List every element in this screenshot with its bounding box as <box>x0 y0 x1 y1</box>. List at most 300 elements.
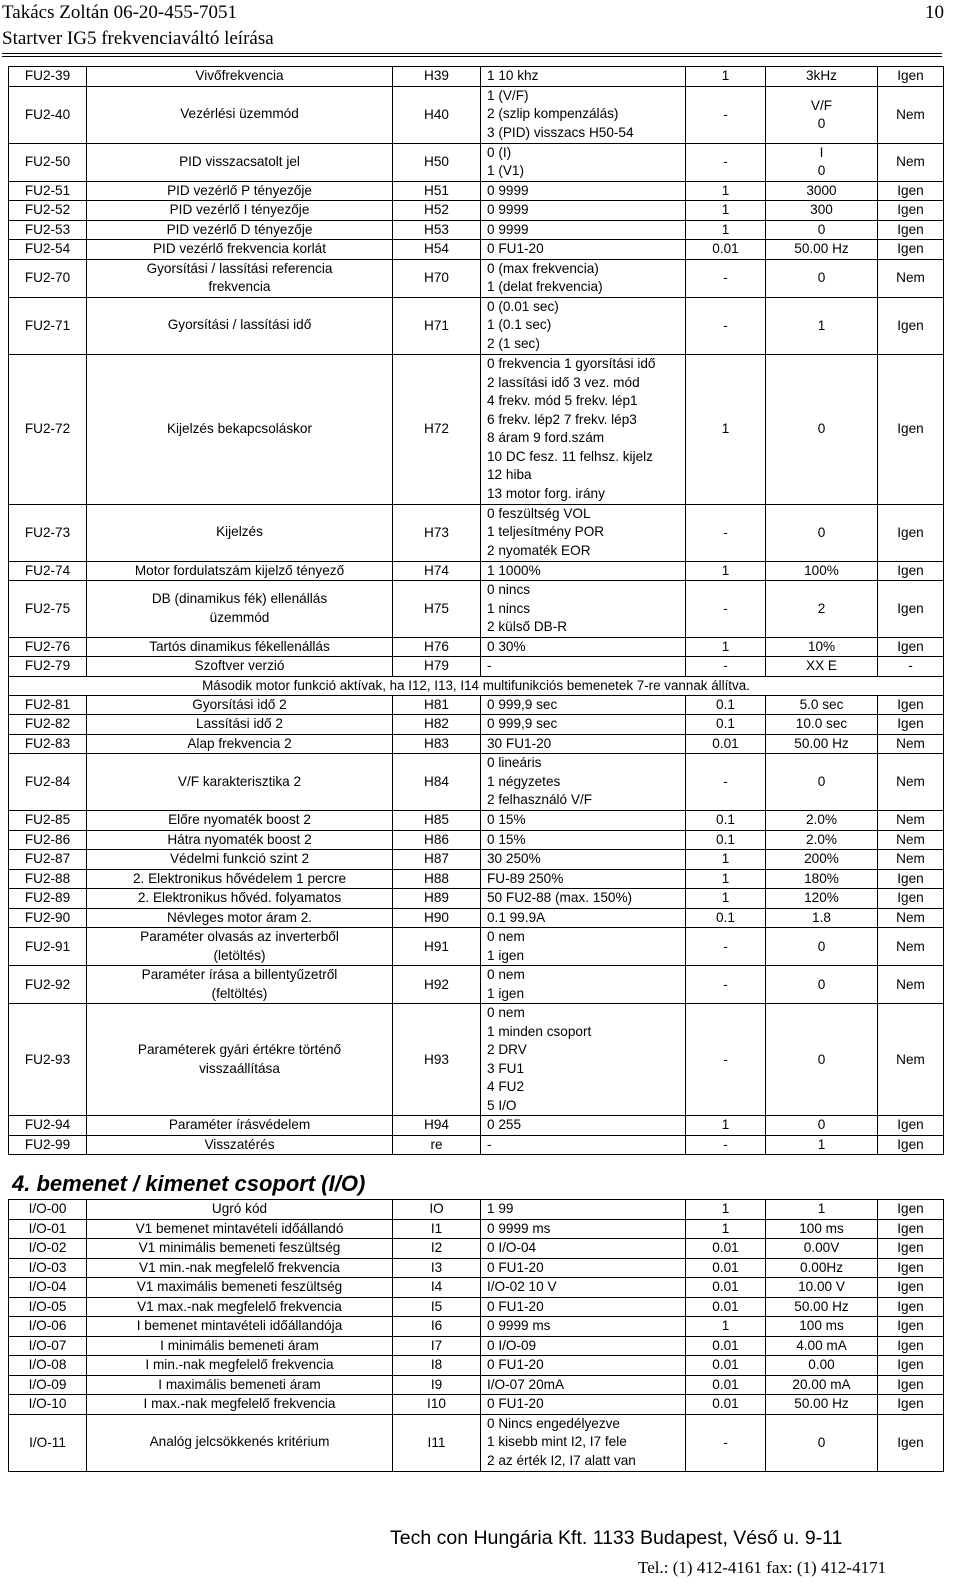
param-description <box>87 561 393 581</box>
param-description <box>87 850 393 870</box>
param-code: I/O-07 <box>9 1336 87 1356</box>
param-h-code: H91 <box>393 928 481 966</box>
param-default: 0.00Hz <box>766 1258 878 1278</box>
param-code: I/O-04 <box>9 1278 87 1298</box>
param-range <box>481 928 686 966</box>
param-description <box>87 637 393 657</box>
param-range-line: 0 (max frekvencia) <box>487 260 599 276</box>
param-range-line: 0 255 <box>487 1117 522 1132</box>
param-step: - <box>686 1414 766 1471</box>
param-h-code: H92 <box>393 966 481 1004</box>
table-row <box>9 869 944 889</box>
param-range <box>481 1116 686 1136</box>
param-h-code: H87 <box>393 850 481 870</box>
param-description-line: Vezérlési üzemmód <box>180 106 299 122</box>
param-changeable: Igen <box>878 1200 944 1220</box>
param-range-line: 2 külső DB-R <box>487 619 568 634</box>
param-range-line: 2 az érték I2, I7 alatt van <box>487 1452 636 1468</box>
param-default: 0 <box>766 1414 878 1471</box>
param-changeable: Igen <box>878 1414 944 1471</box>
param-code: FU2-99 <box>9 1135 87 1155</box>
param-description-line: Hátra nyomaték boost 2 <box>167 831 312 847</box>
param-range <box>481 297 686 354</box>
param-changeable: Nem <box>878 908 944 928</box>
param-h-code: I8 <box>393 1356 481 1376</box>
param-default: 0 <box>766 928 878 966</box>
param-h-code: I1 <box>393 1219 481 1239</box>
param-code: FU2-52 <box>9 201 87 221</box>
param-description <box>87 830 393 850</box>
param-default: 2 <box>766 581 878 638</box>
param-description-line: PID vezérlő P tényezője <box>167 182 312 198</box>
param-changeable: Nem <box>878 830 944 850</box>
param-code: FU2-70 <box>9 259 87 297</box>
param-code: FU2-74 <box>9 561 87 581</box>
param-default: 0 <box>766 220 878 240</box>
param-changeable: Nem <box>878 754 944 811</box>
param-range-line: 0 Nincs engedélyezve <box>487 1415 620 1431</box>
param-range <box>481 869 686 889</box>
param-range-line: 1 igen <box>487 985 525 1001</box>
param-range-line: 0 FU1-20 <box>487 1357 544 1372</box>
param-default: V/F 0 <box>766 86 878 143</box>
param-default: 0 <box>766 259 878 297</box>
table-row <box>9 928 944 966</box>
param-range-line: 1 kisebb mint I2, I7 fele <box>487 1434 627 1450</box>
param-h-code: H51 <box>393 181 481 201</box>
param-default: 10.00 V <box>766 1278 878 1298</box>
param-range-line: 0 FU1-20 <box>487 241 544 256</box>
param-description-line: V1 maximális bemeneti feszültség <box>136 1279 343 1294</box>
param-description <box>87 966 393 1004</box>
param-range-line: 1 (0.1 sec) <box>487 317 552 333</box>
param-code: FU2-90 <box>9 908 87 928</box>
param-description-line: Kijelzés <box>216 524 263 540</box>
param-range <box>481 581 686 638</box>
param-code: FU2-75 <box>9 581 87 638</box>
param-h-code: I6 <box>393 1317 481 1337</box>
param-description-line: Kijelzés bekapcsoláskor <box>166 420 313 436</box>
param-default: 4.00 mA <box>766 1336 878 1356</box>
param-h-code: H90 <box>393 908 481 928</box>
param-h-code: H85 <box>393 811 481 831</box>
table-row <box>9 1414 944 1471</box>
param-description-line: I maximális bemeneti áram <box>158 1376 321 1392</box>
param-h-code: IO <box>393 1200 481 1220</box>
table-row <box>9 67 944 87</box>
param-range-line: 30 FU1-20 <box>487 735 552 751</box>
param-changeable: Igen <box>878 504 944 561</box>
param-h-code: H70 <box>393 259 481 297</box>
table-row <box>9 1356 944 1376</box>
param-h-code: H82 <box>393 715 481 735</box>
param-code: FU2-54 <box>9 240 87 260</box>
param-h-code: H84 <box>393 754 481 811</box>
param-range-line: 0 nem <box>487 967 525 982</box>
param-description-line: Névleges motor áram 2. <box>166 909 313 925</box>
param-code: FU2-84 <box>9 754 87 811</box>
table-row <box>9 676 944 695</box>
param-range-line: 1 (delat frekvencia) <box>487 279 603 294</box>
param-step: 1 <box>686 869 766 889</box>
param-code: FU2-72 <box>9 354 87 504</box>
param-description-line: Védelmi funkció szint 2 <box>169 851 310 866</box>
param-range-line: 1 minden csoport <box>487 1023 592 1039</box>
param-description-line: Alap frekvencia 2 <box>187 735 292 751</box>
param-step: 0.01 <box>686 1278 766 1298</box>
param-range <box>481 86 686 143</box>
param-default: 1 <box>766 1200 878 1220</box>
param-description-line: Analóg jelcsökkenés kritérium <box>149 1434 330 1450</box>
param-code: FU2-88 <box>9 869 87 889</box>
param-step: - <box>686 297 766 354</box>
param-step: - <box>686 1135 766 1155</box>
param-changeable: Igen <box>878 1258 944 1278</box>
param-description-line: I max.-nak megfelelő frekvencia <box>143 1396 336 1411</box>
param-range-line: 0 I/O-09 <box>487 1337 537 1353</box>
param-description <box>87 1356 393 1376</box>
param-code: FU2-86 <box>9 830 87 850</box>
param-changeable: Igen <box>878 581 944 638</box>
param-range-line: - <box>487 658 492 673</box>
param-description-line: Ugró kód <box>211 1201 268 1216</box>
param-step: 1 <box>686 1219 766 1239</box>
param-code: FU2-85 <box>9 811 87 831</box>
page-number: 10 <box>925 2 944 23</box>
param-default: 100 ms <box>766 1219 878 1239</box>
param-step: 1 <box>686 181 766 201</box>
parameter-table-fu2 <box>8 66 944 1155</box>
param-default: 0 <box>766 754 878 811</box>
param-h-code: H94 <box>393 1116 481 1136</box>
param-changeable: Igen <box>878 297 944 354</box>
param-changeable: Igen <box>878 201 944 221</box>
table-row <box>9 1135 944 1155</box>
param-step: 1 <box>686 67 766 87</box>
param-description <box>87 86 393 143</box>
table-row <box>9 1317 944 1337</box>
param-range-line: 1 (V1) <box>487 163 525 178</box>
param-description <box>87 1317 393 1337</box>
param-description-line: Visszatérés <box>204 1136 275 1152</box>
table-row <box>9 1278 944 1298</box>
param-default: 20.00 mA <box>766 1375 878 1395</box>
param-range <box>481 143 686 181</box>
param-step: 1 <box>686 637 766 657</box>
param-code: I/O-01 <box>9 1219 87 1239</box>
param-changeable: Igen <box>878 1356 944 1376</box>
param-range <box>481 561 686 581</box>
param-range-line: 2 lassítási idő 3 vez. mód <box>487 374 640 390</box>
param-h-code: H73 <box>393 504 481 561</box>
param-description <box>87 259 393 297</box>
param-h-code: I2 <box>393 1239 481 1259</box>
param-description-line: (letöltés) <box>213 947 266 963</box>
param-description <box>87 1116 393 1136</box>
param-h-code: H93 <box>393 1004 481 1116</box>
param-description <box>87 1278 393 1298</box>
param-description <box>87 889 393 909</box>
param-range <box>481 1278 686 1298</box>
param-range <box>481 889 686 909</box>
param-changeable: Igen <box>878 240 944 260</box>
header-author: Takács Zoltán 06-20-455-7051 <box>2 2 238 23</box>
table-row <box>9 240 944 260</box>
param-step: 0.01 <box>686 1239 766 1259</box>
param-description-line: PID vezérlő frekvencia korlát <box>152 241 326 256</box>
param-range <box>481 1135 686 1155</box>
param-range <box>481 830 686 850</box>
param-range-line: 1 nincs <box>487 600 531 616</box>
param-range-line: 0 (I) <box>487 144 512 160</box>
param-description-line: Vivőfrekvencia <box>195 68 284 83</box>
param-range <box>481 1219 686 1239</box>
param-code: FU2-94 <box>9 1116 87 1136</box>
param-range-line: 1 99 <box>487 1201 514 1216</box>
param-code: FU2-40 <box>9 86 87 143</box>
param-range <box>481 657 686 677</box>
param-range-line: 10 DC fesz. 11 felhsz. kijelz <box>487 448 653 464</box>
table-row <box>9 637 944 657</box>
param-range-line: 0 999,9 sec <box>487 696 558 712</box>
param-h-code: H74 <box>393 561 481 581</box>
param-changeable: Igen <box>878 220 944 240</box>
param-default: 3000 <box>766 181 878 201</box>
param-range <box>481 850 686 870</box>
param-h-code: H83 <box>393 734 481 754</box>
param-changeable: Nem <box>878 811 944 831</box>
param-changeable: Igen <box>878 1317 944 1337</box>
param-description <box>87 504 393 561</box>
param-h-code: H76 <box>393 637 481 657</box>
param-changeable: Igen <box>878 889 944 909</box>
table-row <box>9 734 944 754</box>
table-row <box>9 1200 944 1220</box>
param-range-line: 0 15% <box>487 812 526 827</box>
table-row <box>9 181 944 201</box>
param-description-line: visszaállítása <box>199 1060 280 1076</box>
param-description-line: Szoftver verzió <box>194 658 285 673</box>
table-row <box>9 1375 944 1395</box>
param-h-code: H89 <box>393 889 481 909</box>
param-range-line: 0 15% <box>487 831 526 847</box>
param-code: I/O-00 <box>9 1200 87 1220</box>
param-code: FU2-39 <box>9 67 87 87</box>
param-step: 1 <box>686 220 766 240</box>
param-description <box>87 297 393 354</box>
param-description <box>87 1004 393 1116</box>
parameter-table-io <box>8 1199 944 1472</box>
param-h-code: I4 <box>393 1278 481 1298</box>
param-changeable: Nem <box>878 966 944 1004</box>
param-default: 300 <box>766 201 878 221</box>
param-range-line: 0 FU1-20 <box>487 1259 544 1275</box>
table-row <box>9 1336 944 1356</box>
param-range-line: 4 frekv. mód 5 frekv. lép1 <box>487 393 638 408</box>
param-description-line: Tartós dinamikus fékellenállás <box>149 638 330 654</box>
param-default: 180% <box>766 869 878 889</box>
param-description-line: 2. Elektronikus hővédelem 1 percre <box>132 870 347 886</box>
param-description <box>87 1395 393 1415</box>
param-step: 1 <box>686 354 766 504</box>
param-range <box>481 220 686 240</box>
param-range <box>481 754 686 811</box>
param-range-line: 1 négyzetes <box>487 773 561 789</box>
param-range-line: 0 feszültség VOL <box>487 505 591 521</box>
param-range-line: 8 áram 9 ford.szám <box>487 430 605 445</box>
table-row <box>9 259 944 297</box>
table-row <box>9 1258 944 1278</box>
param-step: 0.01 <box>686 734 766 754</box>
param-step: 0.01 <box>686 1395 766 1415</box>
param-description <box>87 1200 393 1220</box>
param-description-line: 2. Elektronikus hővéd. folyamatos <box>137 890 342 905</box>
param-step: 0.1 <box>686 695 766 715</box>
param-step: 0.01 <box>686 240 766 260</box>
param-h-code: H79 <box>393 657 481 677</box>
param-changeable: Nem <box>878 850 944 870</box>
param-changeable: Igen <box>878 637 944 657</box>
param-step: - <box>686 754 766 811</box>
param-code: FU2-91 <box>9 928 87 966</box>
param-changeable: - <box>878 657 944 677</box>
param-h-code: H53 <box>393 220 481 240</box>
param-description-line: Gyorsítási / lassítási referencia <box>146 260 333 276</box>
param-description-line: Gyorsítási / lassítási idő <box>167 317 312 333</box>
param-range <box>481 1200 686 1220</box>
param-range <box>481 811 686 831</box>
param-range-line: 12 hiba <box>487 467 532 482</box>
param-range-line: 1 igen <box>487 947 525 963</box>
param-range-line: 3 (PID) visszacs H50-54 <box>487 124 634 140</box>
table-row <box>9 754 944 811</box>
footer-contact: Tel.: (1) 412-4161 fax: (1) 412-4171 <box>638 1558 887 1577</box>
param-range-line: 1 teljesítmény POR <box>487 524 605 540</box>
param-description-line: V1 min.-nak megfelelő frekvencia <box>139 1259 340 1275</box>
param-code: FU2-76 <box>9 637 87 657</box>
param-description-line: üzemmód <box>209 609 270 625</box>
param-range <box>481 1395 686 1415</box>
param-changeable: Igen <box>878 1135 944 1155</box>
param-default: 100 ms <box>766 1317 878 1337</box>
param-changeable: Igen <box>878 1219 944 1239</box>
header-title: Startver IG5 frekvenciaváltó leírása <box>2 28 274 49</box>
param-range-line: - <box>487 1136 492 1152</box>
param-range-line: 0 nem <box>487 929 525 944</box>
param-range-line: 0 nincs <box>487 582 531 597</box>
table-row <box>9 1116 944 1136</box>
table-row <box>9 966 944 1004</box>
table-row <box>9 811 944 831</box>
param-range-line: 0 30% <box>487 638 526 654</box>
table-row <box>9 561 944 581</box>
param-code: I/O-09 <box>9 1375 87 1395</box>
param-default: 0 <box>766 1116 878 1136</box>
param-h-code: H39 <box>393 67 481 87</box>
param-range <box>481 67 686 87</box>
param-code: I/O-10 <box>9 1395 87 1415</box>
param-description-line: Paraméter olvasás az inverterből <box>140 929 339 944</box>
param-default: 0.00V <box>766 1239 878 1259</box>
param-range <box>481 1297 686 1317</box>
param-default: 100% <box>766 561 878 581</box>
param-range-line: I/O-07 20mA <box>487 1376 565 1392</box>
param-default: 50.00 Hz <box>766 240 878 260</box>
param-range <box>481 1336 686 1356</box>
param-changeable: Nem <box>878 86 944 143</box>
param-step: 1 <box>686 850 766 870</box>
param-description <box>87 181 393 201</box>
footer-company: Tech con Hungária Kft. 1133 Budapest, Véső u. 9-11 <box>390 1527 843 1549</box>
param-range-line: 0 FU1-20 <box>487 1298 544 1314</box>
param-changeable: Igen <box>878 354 944 504</box>
param-changeable: Igen <box>878 1239 944 1259</box>
param-h-code: H72 <box>393 354 481 504</box>
param-code: FU2-50 <box>9 143 87 181</box>
param-changeable: Igen <box>878 1395 944 1415</box>
param-h-code: H71 <box>393 297 481 354</box>
param-description <box>87 67 393 87</box>
param-description <box>87 581 393 638</box>
param-default: 50.00 Hz <box>766 1297 878 1317</box>
param-range-line: FU-89 250% <box>487 870 564 886</box>
table-row <box>9 86 944 143</box>
param-step: 1 <box>686 889 766 909</box>
param-description-line: I min.-nak megfelelő frekvencia <box>145 1357 334 1372</box>
param-step: - <box>686 259 766 297</box>
param-h-code: H75 <box>393 581 481 638</box>
param-step: 1 <box>686 561 766 581</box>
param-step: 0.1 <box>686 715 766 735</box>
param-step: 1 <box>686 1116 766 1136</box>
param-code: I/O-08 <box>9 1356 87 1376</box>
param-default: XX E <box>766 657 878 677</box>
param-description-line: PID vezérlő D tényezője <box>166 221 313 237</box>
param-range-line: 3 FU1 <box>487 1060 525 1076</box>
param-description <box>87 695 393 715</box>
param-step: 1 <box>686 1200 766 1220</box>
param-step: 0.01 <box>686 1375 766 1395</box>
param-changeable: Igen <box>878 1336 944 1356</box>
param-code: I/O-06 <box>9 1317 87 1337</box>
param-h-code: H54 <box>393 240 481 260</box>
param-range-line: 0.1 99.9A <box>487 909 546 925</box>
param-range <box>481 259 686 297</box>
param-default: 10.0 sec <box>766 715 878 735</box>
param-code: FU2-93 <box>9 1004 87 1116</box>
param-h-code: H52 <box>393 201 481 221</box>
param-step: - <box>686 657 766 677</box>
param-description-line: frekvencia <box>208 279 271 294</box>
param-default: 5.0 sec <box>766 695 878 715</box>
param-changeable: Igen <box>878 695 944 715</box>
param-range-line: 0 999,9 sec <box>487 716 558 731</box>
param-range-line: 0 9999 ms <box>487 1318 551 1333</box>
param-range <box>481 715 686 735</box>
param-h-code: H40 <box>393 86 481 143</box>
param-range-line: 2 DRV <box>487 1042 527 1057</box>
header-rule <box>2 53 942 54</box>
param-code: FU2-53 <box>9 220 87 240</box>
param-step: - <box>686 1004 766 1116</box>
param-description-line: PID vezérlő I tényezője <box>169 202 310 217</box>
param-description <box>87 715 393 735</box>
table-row <box>9 354 944 504</box>
table-row <box>9 220 944 240</box>
param-code: FU2-71 <box>9 297 87 354</box>
param-changeable: Igen <box>878 561 944 581</box>
table-row <box>9 657 944 677</box>
